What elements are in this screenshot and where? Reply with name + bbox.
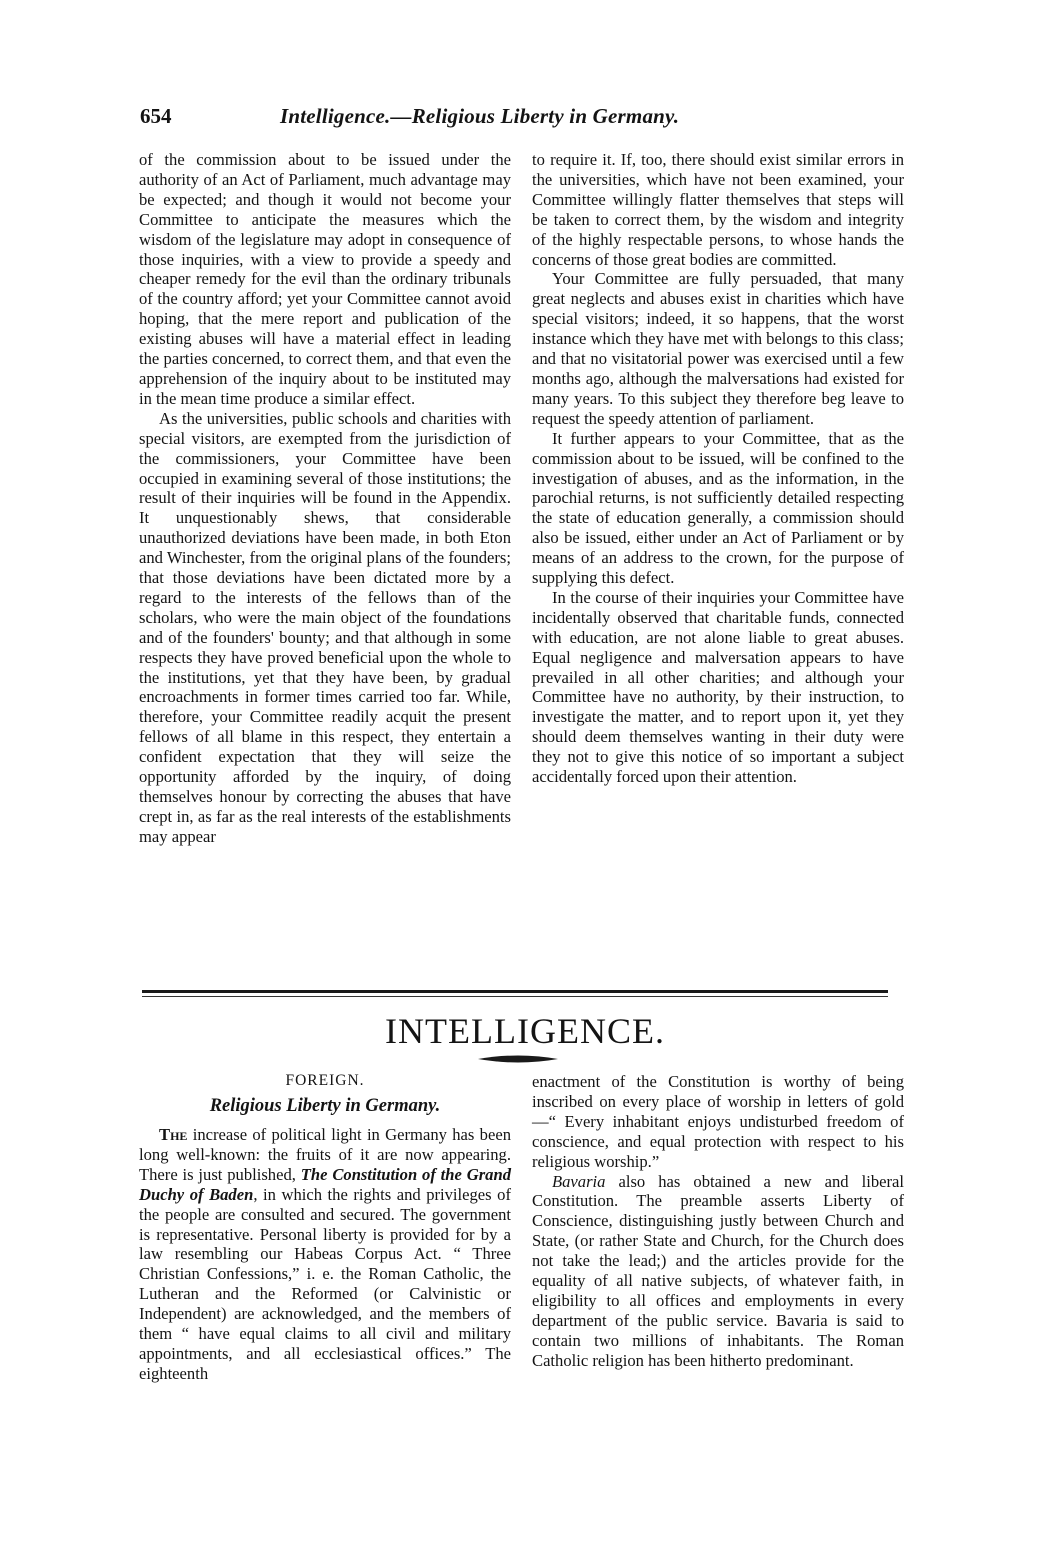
text-run: increase of political light in Germany has been long well-known: the fruits of it are now appearing. There is just published,	[139, 1125, 511, 1184]
section-divider-thin	[142, 996, 888, 997]
text-run: also has obtained a new and liberal Constitution. The preamble asserts Liberty of Conscience, distinguishing justly between Church and State, (or rather State and Church, for the Church does not take the lead;) and the articles provide for the equality of all native subjects, of whatever faith, in eligibility to all offices and employments in every department of the public service. Bavaria is said to contain two millions of inhabitants. The Roman Catholic religion has been hitherto predominant.	[532, 1171, 904, 1370]
paragraph: Your Committee are fully persuaded, that many great neglects and abuses exist in charities which have special visitors; indeed, it so happens, that the worst instance which they have met with belongs to this class; and that no visitatorial power was exercised until a few months ago, although the malversations had existed for many years. To this subject they therefore beg leave to request the speedy attention of parliament.	[532, 269, 904, 428]
section-divider	[142, 990, 888, 993]
running-head: Intelligence.—Religious Liberty in Germany.	[280, 104, 680, 128]
paragraph: It further appears to your Committee, that as the commission about to be issued, will be confined to the investigation of abuses, and as the information, in the parochial returns, is not sufficiently detailed respecting the state of education generally, a commission should also be issued, either under an Act of Parliament or by means of an address to the crown, for the purpose of supplying this defect.	[532, 428, 904, 588]
ornament-flourish-icon	[478, 1054, 558, 1064]
section-category: FOREIGN.	[285, 1072, 365, 1089]
page-number: 654	[140, 104, 172, 128]
column-left-top	[139, 150, 511, 847]
dropcap-word: The	[159, 1125, 188, 1144]
article-heading: Religious Liberty in Germany.	[209, 1096, 441, 1116]
page-header	[140, 104, 910, 134]
publication-title: The Constitution of the Grand Duchy of Baden	[139, 1164, 511, 1204]
section-title: INTELLIGENCE.	[385, 1011, 665, 1051]
paragraph: enactment of the Constitution is worthy of being inscribed on every place of worship in letters of gold—“ Every inhabitant enjoys undisturbed freedom of conscience, and equal protection with respect to his religious worship.”	[532, 1072, 904, 1171]
paragraph	[139, 1125, 511, 1384]
column-left-bottom	[139, 1125, 511, 1384]
column-right-bottom	[532, 1072, 904, 1371]
column-right-top	[532, 150, 904, 787]
paragraph: In the course of their inquiries your Committee have incidentally observed that charitable funds, connected with education, are not alone liable to great abuses. Equal negligence and malversation appears to have prevailed in all other charities; and although your Committee have no authority, by their instruction, to investigate the matter, and to report upon it, yet they should deem themselves wanting in their duty were they not to give this notice of so important a subject accidentally forced upon their attention.	[532, 587, 904, 787]
text-run: , in which the rights and privileges of the people are consulted and secured. The government is representative. Personal liberty is provided for by a law resembling our Habeas Corpus Act. “ Three Christian Confessions,” i. e. the Roman Catholic, the Lutheran and the Reformed (or Calvinistic or Independent) are acknowledged, and the members of them “ have equal claims to all civil and military appointments, and all ecclesiastical offices.” The eighteenth	[139, 1184, 511, 1383]
paragraph: to require it. If, too, there should exist similar errors in the universities, which have not been examined, your Committee willingly flatter themselves that steps will be taken to correct them, by the wisdom and integrity of the highly respectable persons, to whose hands the concerns of those great bodies are committed.	[532, 150, 904, 269]
paragraph: of the commission about to be issued under the authority of an Act of Parliament, much advantage may be expected; and though it would not become your Committee to anticipate the measures which the wisdom of the legislature may adopt in consequence of those inquiries, with a view to provide a speedy and cheaper remedy for the evil than the ordinary tribunals of the country afford; yet your Committee cannot avoid hoping, that the mere report and publication of the existing abuses will have a material effect in leading the parties concerned, to correct them, and that even the apprehension of the inquiry about to be instituted may in the mean time produce a similar effect.	[139, 150, 511, 408]
paragraph: As the universities, public schools and charities with special visitors, are exempted from the jurisdiction of the commissioners, your Committee have been occupied in examining several of those institutions; the result of their inquiries will be found in the Appendix. It unquestionably shews, that considerable unauthorized deviations have been made, in both Eton and Winchester, from the original plans of the founders; that those deviations have been dictated more by a regard to the interests of the fellows than of the scholars, who were the main object of the foundations and of the founders' bounty; and that although in some respects they have proved beneficial upon the whole to the institutions, yet that they have been, by gradual encroachments in former times carried too far. While, therefore, your Committee readily acquit the present fellows of all blame in this respect, they entertain a confident expectation that they will seize the opportunity afforded by the inquiry, of doing themselves honour by correcting the abuses that have crept in, as far as the real interests of the establishments may appear	[139, 408, 511, 846]
country-name: Bavaria	[552, 1171, 606, 1191]
paragraph	[532, 1172, 904, 1371]
